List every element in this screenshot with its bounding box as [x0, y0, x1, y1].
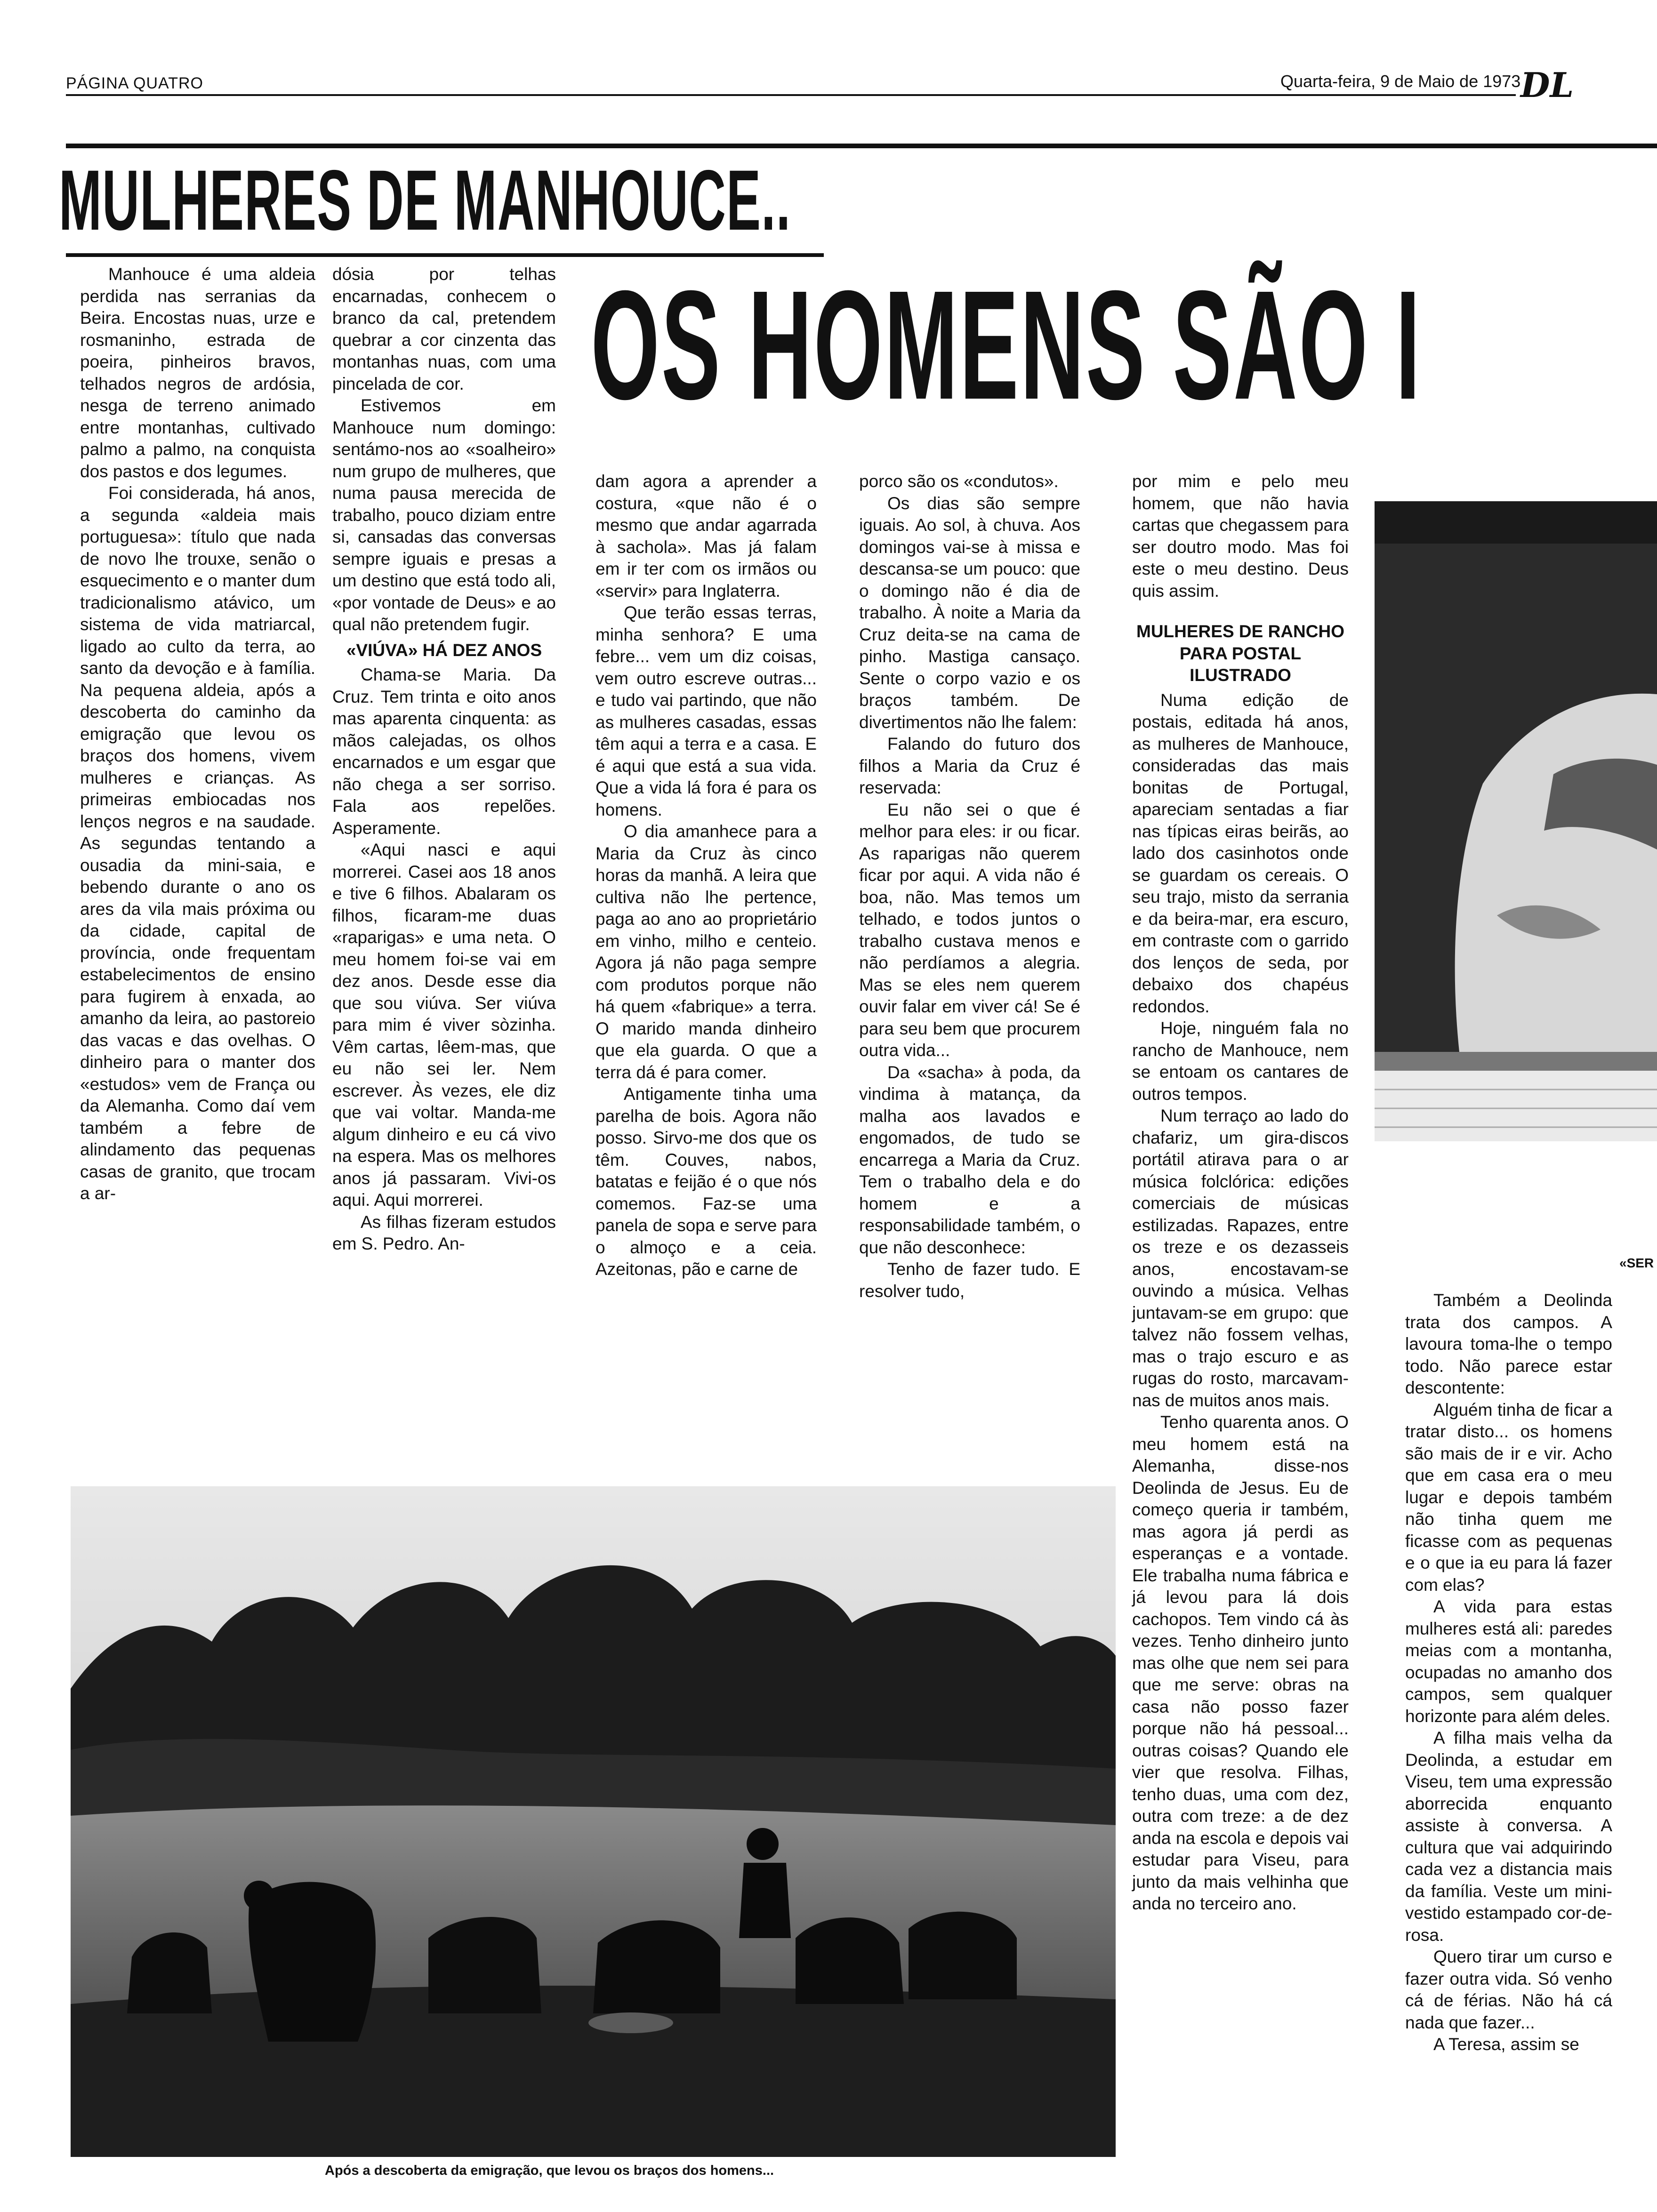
- paragraph: Que terão essas terras, minha senhora? E uma febre... vem um diz coisas, vem outro escreve outras... e tudo vai partindo, que não as mulheres casadas, essas têm aqui a terra e a casa. E é aqui que está a sua vida. Que a vida lá fora é para os homens.: [595, 603, 817, 819]
- section-subheading: MULHERES DE RANCHO PARA POSTAL ILUSTRADO: [1136, 622, 1344, 685]
- paragraph: Antigamente tinha uma parelha de bois. Agora não posso. Sirvo-me dos que os têm. Couves, nabos, batatas e feijão é o que nós comemos. Faz-se uma panela de sopa e serve para o almoço e a ceia. Azeitonas, pão e carne de: [595, 1084, 817, 1279]
- paragraph: A filha mais velha da Deolinda, a estudar em Viseu, tem uma expressão aborrecida enquanto assiste à conversa. A cultura que vai adquirindo cada vez a distancia mais da família. Veste um mini-vestido estampado cor-de-rosa.: [1405, 1728, 1612, 1945]
- paragraph: Foi considerada, há anos, a segunda «aldeia mais portuguesa»: título que nada de novo lhe trouxe, senão o esquecimento e o manter dum tradicionalismo atávico, um sistema de vida matriarcal, ligado ao culto da terra, ao santo da devoção e à família. Na pequena aldeia, após a descoberta do caminho da emigração que levou os braços dos homens, vivem mulheres e crianças. As primeiras embiocadas nos lenços negros e na saudade. As segundas tentando a ousadia da mini-saia, e bebendo durante o ano os ares da vila mais próxima ou da cidade, capital de província, onde frequentam estabelecimentos de ensino para fugirem à enxada, ao amanho da leira, ao pastoreio das vacas e das ovelhas. O dinheiro para o manter dos «estudos» vem de França ou da Alemanha. Como daí vem também a febre de alindamento das pequenas casas de granito, que trocam a ar-: [80, 483, 315, 1203]
- portrait-caption: «SER: [1619, 1256, 1654, 1270]
- paragraph: A Teresa, assim se: [1433, 2035, 1579, 2054]
- article-column-4: [859, 471, 1080, 1302]
- paragraph: Da «sacha» à poda, da vindima à matança, da malha aos lavados e engomados, de tudo se encarrega a Maria da Cruz. Tem o trabalho dela e do homem e a responsabilidade também, o que não desconhece:: [859, 1062, 1080, 1257]
- paragraph: Num terraço ao lado do chafariz, um gira-discos portátil atirava para o ar música folclórica: edições comerciais de músicas estilizadas. Rapazes, entre os treze e os dezasseis anos, encostavam-se ouvindo a música. Velhas juntavam-se em grupo: que talvez não fossem velhas, mas o trajo escuro e as rugas do rosto, marcavam-nas de muitos anos mais.: [1132, 1106, 1349, 1410]
- newspaper-logo: DL: [1520, 65, 1574, 105]
- field-workers-photo: [71, 1486, 1116, 2157]
- paragraph: A vida para estas mulheres está ali: paredes meias com a montanha, ocupadas no amanho dos campos, sem qualquer horizonte para além deles.: [1405, 1597, 1612, 1726]
- paragraph: Tenho quarenta anos. O meu homem está na Alemanha, disse-nos Deolinda de Jesus. Eu de começo queria ir também, mas agora já perdi as esperanças e a vontade. Ele trabalha numa fábrica e já levou para lá dois cachopos. Tem vindo cá às vezes. Tenho dinheiro junto mas olhe que nem sei para que me serve: obras na casa não posso fazer porque não há pessoal... outras coisas? Quando ele vier que resolva. Filhas, tenho duas, uma com dez, outra com treze: a de dez anda na escola e depois vai estudar para Viseu, para junto da mais velhinha que anda no terceiro ano.: [1132, 1412, 1349, 1913]
- header-rule: [66, 94, 1516, 96]
- issue-date: Quarta-feira, 9 de Maio de 1973: [1280, 72, 1521, 91]
- paragraph: dósia por telhas encarnadas, conhecem o branco da cal, pretendem quebrar a cor cinzenta das montanhas nuas, com uma pincelada de cor.: [332, 264, 556, 393]
- paragraph: Manhouce é uma aldeia perdida nas serranias da Beira. Encostas nuas, urze e rosmaninho, estrada de poeira, pinheiros bravos, telhados negros de ardósia, nesga de terreno animado entre montanhas, cultivado palmo a palmo, na conquista dos pastos e dos legumes.: [80, 264, 315, 481]
- paragraph: por mim e pelo meu homem, que não havia cartas que chegassem para ser doutro modo. Mas foi este o meu destino. Deus quis assim.: [1132, 472, 1349, 601]
- paragraph: Os dias são sempre iguais. Ao sol, à chuva. Aos domingos vai-se à missa e descansa-se um pouco: que o domingo não é dia de trabalho. À noite a Maria da Cruz deita-se na cama de pinho. Mastiga cansaço. Sente o corpo vazio e os braços também. De divertimentos não lhe falem:: [859, 493, 1080, 732]
- paragraph: Falando do futuro dos filhos a Maria da Cruz é reservada:: [859, 734, 1080, 797]
- section-subheading: «VIÚVA» HÁ DEZ ANOS: [346, 640, 542, 660]
- paragraph: Tenho de fazer tudo. E resolver tudo,: [859, 1259, 1080, 1301]
- paragraph: Numa edição de postais, editada há anos, as mulheres de Manhouce, consideradas das mais bonitas de Portugal, apareciam sentadas a fiar nas típicas eiras beirãs, ao lado dos casinhotos onde se guardam os cereais. O seu trajo, misto da serrania e da beira-mar, era escuro, em contraste com o garrido dos lenços de seda, por debaixo dos chapéus redondos.: [1132, 690, 1349, 1016]
- paragraph: Hoje, ninguém fala no rancho de Manhouce, nem se entoam os cantares de outros tempos.: [1132, 1018, 1349, 1104]
- paragraph: Chama-se Maria. Da Cruz. Tem trinta e oito anos mas aparenta cinquenta: as mãos calejadas, os olhos encarnados e um esgar que não chega a ser sorriso. Fala aos repelões. Asperamente.: [332, 665, 556, 838]
- portrait-photo-graphic: [1375, 492, 1657, 1217]
- article-column-5: [1132, 471, 1349, 1915]
- paragraph: Eu não sei o que é melhor para eles: ir ou ficar. As raparigas não querem ficar por aqui. A vida não é boa, não. Mas temos um telhado, e todos juntos o trabalho custava menos e não perdíamos a alegria. Mas se eles nem querem ouvir falar em viver cá! Se é para seu bem que procurem outra vida...: [859, 800, 1080, 1060]
- paragraph: Alguém tinha de ficar a tratar disto... os homens são mais de ir e vir. Acho que em casa era o meu lugar e depois também não tinha quem me ficasse com as pequenas e o que ia eu para lá fazer com elas?: [1405, 1400, 1612, 1595]
- paragraph: porco são os «condutos».: [859, 472, 1059, 491]
- paragraph: Estivemos em Manhouce num domingo: sentámo-nos ao «soalheiro» num grupo de mulheres, que numa pausa merecida de trabalho, pouco diziam entre si, cansadas das conversas sempre iguais e presas a um destino que está todo ali, «por vontade de Deus» e ao qual não pretendem fugir.: [332, 396, 556, 634]
- article-column-1: [80, 264, 315, 1205]
- paragraph: O dia amanhece para a Maria da Cruz às cinco horas da manhã. A leira que cultiva não lhe pertence, paga ao ano ao proprietário em vinho, milho e centeio. Agora já não paga sempre com produtos porque não há quem «fabrique» a terra. O marido manda dinheiro que ela guarda. O que a terra dá é para comer.: [595, 822, 817, 1082]
- headline-underline: [66, 253, 824, 257]
- paragraph: As filhas fizeram estudos em S. Pedro. An-: [332, 1212, 556, 1253]
- paragraph: Também a Deolinda trata dos campos. A lavoura toma-lhe o tempo todo. Não parece estar descontente:: [1405, 1290, 1612, 1397]
- photo-caption: Após a descoberta da emigração, que levou os braços dos homens...: [325, 2163, 774, 2178]
- paragraph: Quero tirar um curso e fazer outra vida. Só venho cá de férias. Não há cá nada que fazer...: [1405, 1947, 1612, 2032]
- headline-title: MULHERES DE MANHOUCE..: [59, 152, 791, 248]
- article-column-2: [332, 264, 556, 1255]
- article-column-6: [1405, 1290, 1612, 2056]
- paragraph: dam agora a aprender a costura, «que não é o mesmo que andar agarrada à sachola». Mas já falam em ir ter com os irmãos ou «servir» para Inglaterra.: [595, 472, 817, 601]
- field-workers-photo-graphic: [71, 1486, 1116, 2157]
- top-thick-rule: [66, 144, 1657, 148]
- portrait-photo: [1375, 492, 1657, 1217]
- page-section-label: PÁGINA QUATRO: [66, 74, 203, 92]
- headline-subtitle: OS HOMENS SÃO I: [591, 258, 1422, 432]
- paragraph: «Aqui nasci e aqui morrerei. Casei aos 18 anos e tive 6 filhos. Abalaram os filhos, ficaram-me duas «raparigas» e uma neta. O meu homem foi-se vai em dez anos. Desde esse dia que sou viúva. Ser viúva para mim é viver sòzinha. Vêm cartas, lêem-mas, que eu não sei ler. Nem escrever. Às vezes, ele diz que vai voltar. Manda-me algum dinheiro e eu cá vivo na espera. Mas os melhores anos já passaram. Vivi-os aqui. Aqui morrerei.: [332, 840, 556, 1210]
- article-column-3: [595, 471, 817, 1281]
